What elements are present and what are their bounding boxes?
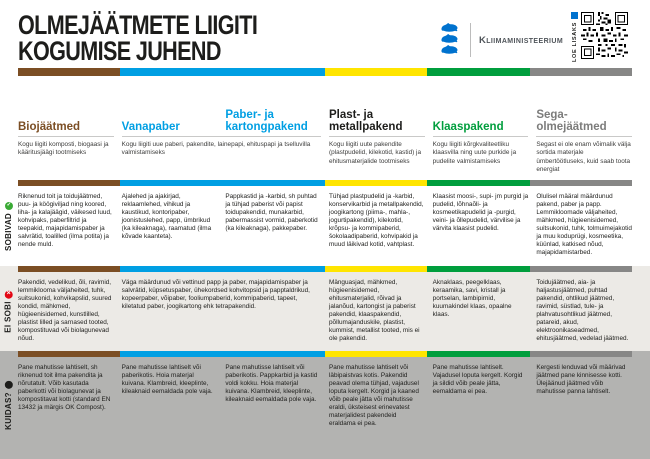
column-header-vanapaber: Vanapaber: [121, 121, 180, 134]
ministry-logo: [440, 22, 563, 58]
qr-label: LOE LISAKS: [571, 22, 578, 63]
cell-kuidas-klaas: Pane mahutisse lahtiselt. Vajadusel loputa kergelt. Korgid ja sildid võib peale jätta, eemaldama ei pea.: [432, 364, 523, 396]
row-kuidas: [18, 357, 632, 453]
cell-sobivad-klaas: Klaasist moosi-, supi- jm purgid ja pudelid, lõhnaõli- ja kosmeetikapudelid ja -purgid, veini- ja õllepudelid, värvilise ja värvita klaasist pudelid.: [432, 193, 529, 233]
subtitle-klaas: Kogu liigiti kõrgkvaliteetliku klaasvilla ning uute purkide ja pudelite valmistamiseks: [433, 136, 529, 174]
ei-sobi-label: EI SOBI: [4, 301, 14, 333]
column-header-segaolme: Sega-olmejäätmed: [536, 109, 607, 134]
cell-eisobi-plast: Mänguasjad, mähkmed, hügieenisidemed, ehitusmaterjalid, rõivad ja jalanõud, kartongist ja paberist pakendid, klaaspakendid, põllumajanduskile, plastist, kummist, metallist tooted, mis ei ole pakendid.: [329, 279, 420, 343]
cell-eisobi-paber: Väga määrdunud või vettinud papp ja paber, majapidamispaber ja salvrätid, küpsetuspaber, ühekordsed kohvitopsid ja papptaldrikud, kopeerpaber, võipaber, fooliumpaberid, kommipaberid, tapeet, kiletatud paber, joogikartong ehk tetrapakendid.: [121, 279, 310, 311]
column-header-biojaatmed: Biojäätmed: [18, 121, 80, 134]
stripe-sega: [530, 68, 632, 76]
page-title-line2: KOGUMISE JUHEND: [18, 35, 221, 66]
column-headers: [18, 84, 632, 134]
cell-sobivad-plast: Tühjad plastpudelid ja -karbid, konservikarbid ja metallpakendid, joogikartong (piima-, mahla-, jogurtipakendid), kilekotid, krõpsu- ja kommipaberid, šokolaadipaberid, kohvipakid ja muud läikivad kotid, vahtplast.: [328, 193, 424, 249]
cell-kuidas-sega: Kergesti lenduvad või määrivad jäätmed pane kinnisesse kotti. Ülejäänud jäätmed võib mahutisse panna lahtiselt.: [536, 364, 626, 396]
page-title: [18, 10, 258, 66]
column-subtitles: [18, 136, 632, 174]
cell-sobivad-vanapaber: Ajalehed ja ajakirjad, reklaamlehed, vihikud ja kaustikud, kontoripaber, joonistuslehed, papp, ümbrikud (ka kileaknaga), raamatud (ilma kõvade kaanteta).: [121, 193, 212, 241]
cell-kuidas-kartong: Pane mahutisse lahtiselt või paberikotis. Pappkarbid ja kastid voldi kokku. Hoia materjal kuivana. Klambreid, kleeplinte, kileaknaid eemaldada pole vaja.: [225, 364, 318, 404]
dot-circle-icon: [5, 381, 13, 389]
qr-code: [581, 12, 628, 64]
column-header-kartongpakend: Paber- ja kartongpakend: [225, 109, 308, 134]
cell-eisobi-bio: Pakendid, vedelikud, õli, ravimid, lemmiklooma väljaheited, tuhk, suitsukonid, kohvikapslid, suured kondid, mähkmed, hügieenisidemed, kunstlilled, plastist lilled ja sarnased tooted, kompostituvad või biolagunevad nõud.: [18, 279, 112, 343]
column-header-klaaspakend: Klaaspakend: [432, 121, 504, 134]
color-stripe-header: [18, 68, 632, 76]
subtitle-plast: Kogu liigiti uute pakendite (plastpudelid, kilekotid, kastid) ja ehitusmaterjalide tootmiseks: [329, 136, 425, 174]
stripe-paper: [120, 68, 325, 76]
stripe-glass: [427, 68, 529, 76]
row-label-kuidas: [0, 357, 17, 453]
cell-sobivad-kartong: Pappkastid ja -karbid, sh puhtad ja tühjad paberist või papist toidupakendid, munakarbid, pabermassist vormid, paberkotid (ka kileaknaga), pakkepaber.: [225, 193, 318, 233]
logo-divider: [470, 23, 471, 57]
subtitle-sega: Segast ei ole enam võimalik välja sortida materjale ümbertöötluseks, kuid saab toota energiat: [536, 136, 632, 174]
cell-kuidas-vanapaber: Pane mahutisse lahtiselt või paberikotis. Hoia materjal kuivana. Klambreid, kleeplinte, kileaknaid eemaldada pole vaja.: [121, 364, 213, 396]
cell-eisobi-klaas: Aknaklaas, peegelklaas, keraamika, savi, kristall ja portselan, lambipirnid, kuumakindel klaas, opaalne klaas.: [432, 279, 512, 319]
cell-sobivad-sega: Olulisel määral määrdunud pakend, paber ja papp. Lemmikloomade väljaheited, mähkmed, hügieenisidemed, suitsukonid, tuhk, tolmuimejakotid ja muu koduprügi, kosmeetika, küünlad, katkised nõud, majapidamistarbed.: [536, 193, 632, 257]
row-sobivad: [18, 186, 632, 266]
cross-circle-icon: ✕: [6, 290, 11, 297]
row-ei-sobi: [18, 272, 632, 351]
kuidas-label: KUIDAS?: [4, 391, 13, 430]
ministry-name: Kliimaministeerium: [479, 34, 564, 46]
cell-sobivad-bio: Riknenud toit ja toidujäätmed, puu- ja köögiviljad ning koored, liha- ja kalajäägid, väikesed luud, kohvipaks, paberfiltrid ja teepakid, majapidamispaber ja salvrätid, toalilled (ilma potita) ja nende muld.: [18, 193, 112, 249]
subtitle-bio: Kogu liigiti komposti, biogaasi ja kääritusjäägi tootmiseks: [18, 136, 114, 174]
qr-accent-square: [571, 12, 578, 19]
stripe-plast: [325, 68, 427, 76]
qr-block: [571, 12, 628, 64]
stripe-bio: [18, 68, 120, 76]
column-header-plastmetall: Plast- ja metallpakend: [328, 109, 403, 134]
cell-kuidas-plast: Pane mahutisse lahtiselt või läbipaistvas kotis. Pakendid peavad olema tühjad, vajadusel loputa kergelt. Korgid ja kaaned võib peale jätta või mahutisse eraldi, üksteisest erinevatest materjalidest pakendeid eraldama ei pea.: [328, 364, 419, 428]
cell-kuidas-bio: Pane mahutisse lahtiselt, sh riknenud toit ilma pakendita ja nõrutatult. Võib kasutada paberkotti või biolagunevat ja kompostitavat kotti (standard EN 13432 ja märgis OK Compost).: [18, 364, 111, 412]
sobivad-label: SOBIVAD: [4, 212, 13, 251]
page-title-line1: OLMEJÄÄTMETE LIIGITI: [18, 10, 258, 40]
row-label-sobivad: [0, 186, 17, 266]
cell-eisobi-sega: Toidujäätmed, aia- ja haljastusjäätmed, puhtad pakendid, ohtlikud jäätmed, ravimid, süstlad, tule- ja plahvatusohtlikud jäätmed, patareid, akud, elektroonikaseadmed, ehitusjäätmed, vedelad jäätmed.: [536, 279, 629, 343]
estonia-coat-of-arms-icon: [440, 21, 462, 60]
check-circle-icon: ✓: [6, 201, 11, 208]
subtitle-paber: Kogu liigiti uue paberi, pakendite, lainepapi, ehituspapi ja tselluvilla valmistamiseks: [122, 136, 321, 174]
row-label-ei-sobi: [0, 272, 17, 351]
